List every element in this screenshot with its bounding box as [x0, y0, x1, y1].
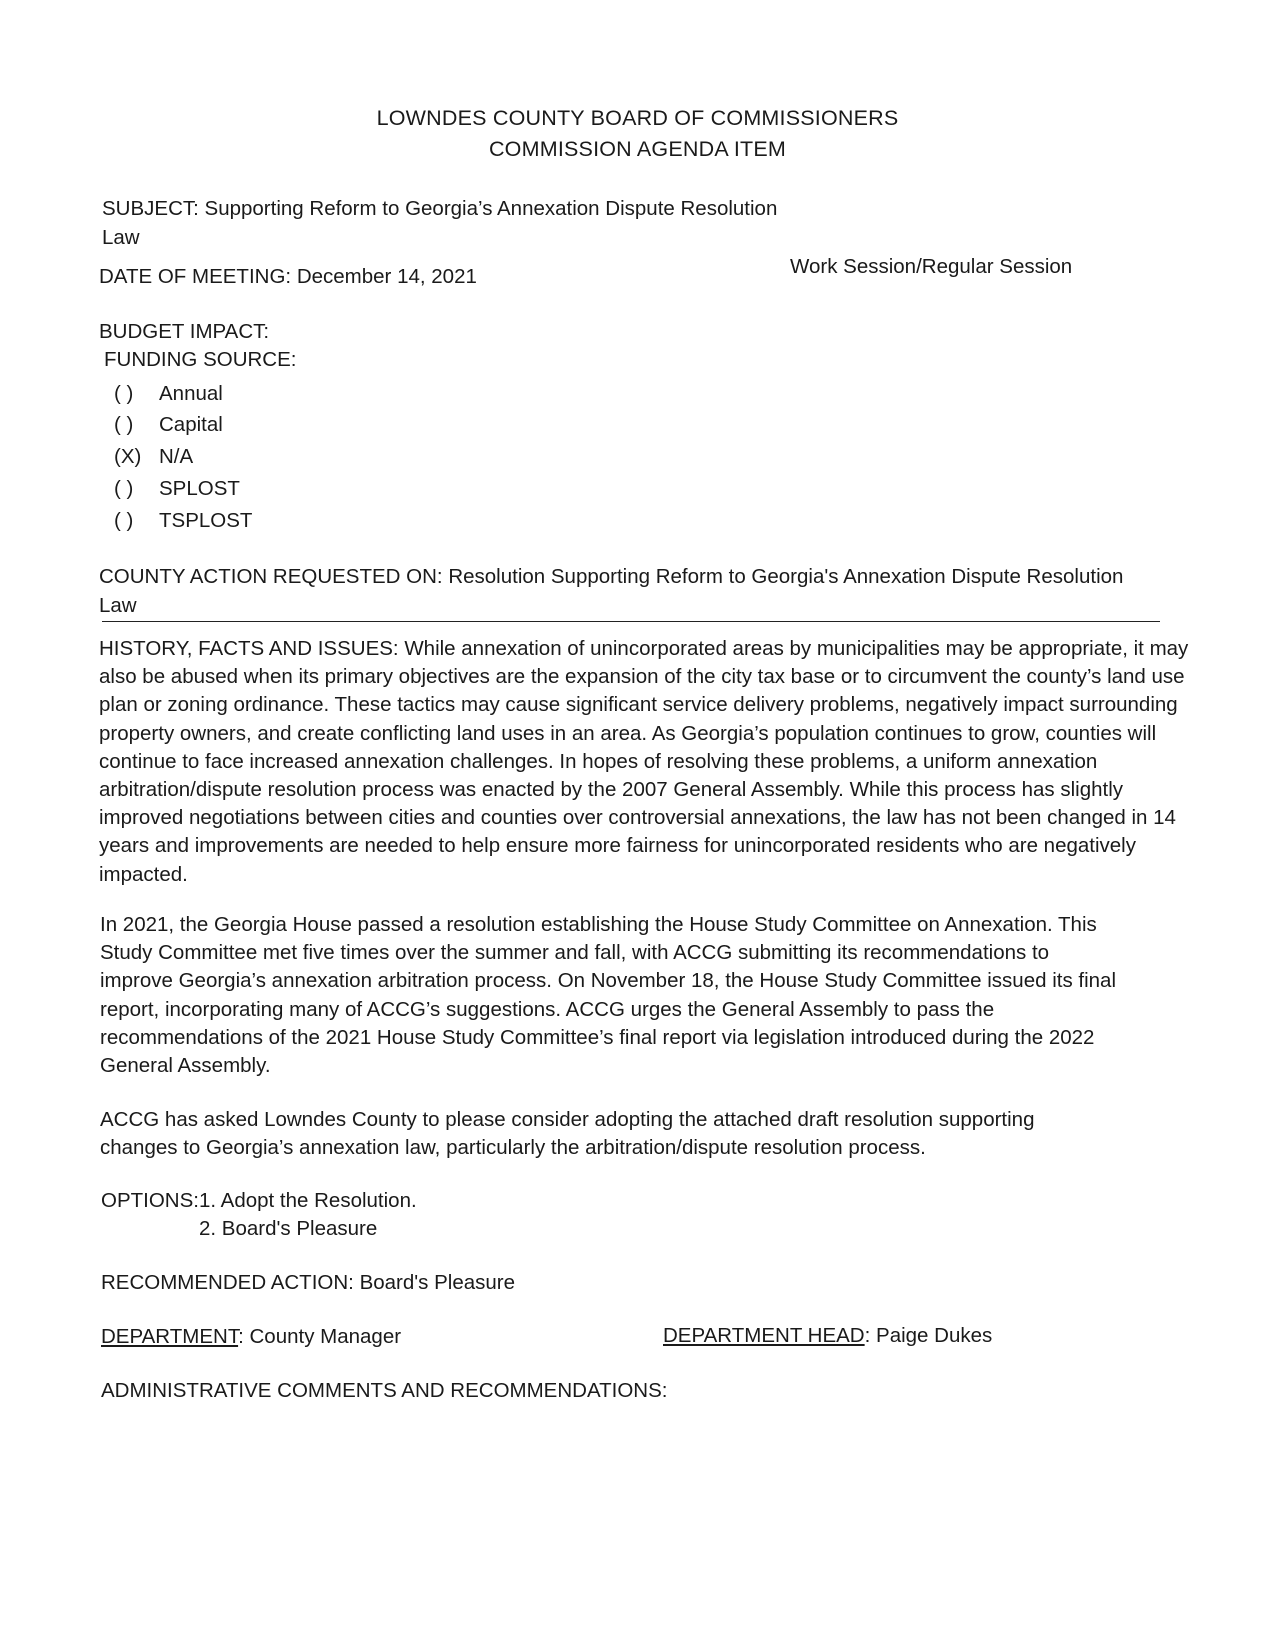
subject-value-continued: Law — [102, 225, 140, 249]
history-text: While annexation of unincorporated areas by municipalities may be appropriate, it may also be abused when its primary objectives are the expansion of the city tax base or to circumvent the county’s land use plan or zoning ordinance. These tactics may cause significant service delivery problems, negatively impact surrounding property owners, and create conflicting land uses in an area. As Georgia’s population continues to grow, counties will continue to face increased annexation challenges. In hopes of resolving these problems, a uniform annexation arbitration/dispute resolution process was enacted by the 2007 General Assembly. While this process has slightly improved negotiations between cities and counties over controversial annexations, the law has not been changed in 14 years and improvements are needed to help ensure more fairness for unincorporated residents who are negatively impacted. — [99, 637, 1189, 886]
funding-option-label: Annual — [159, 382, 223, 405]
history-paragraph-2: In 2021, the Georgia House passed a resolution establishing the House Study Committee on Annexation. This Study Committee met five times over the summer and fall, with ACCG submitting its recommendations to improve Georgia’s annexation arbitration process. On November 18, the House Study Committee issued its final report, incorporating many of ACCG’s suggestions. ACCG urges the General Assembly to pass the recommendations of the 2021 House Study Committee’s final report via legislation introduced during the 2022 General Assembly. — [100, 913, 1117, 1078]
option-item: 2. Board's Pleasure — [199, 1217, 378, 1240]
recommended-action-value: Board's Pleasure — [359, 1271, 516, 1294]
history-label: HISTORY, FACTS AND ISSUES: — [99, 637, 399, 660]
subject-label: SUBJECT: — [102, 197, 199, 220]
meeting-date-field — [99, 265, 477, 289]
recommended-action-field — [101, 1271, 515, 1295]
funding-option-splost — [114, 477, 240, 501]
department-head-label: DEPARTMENT HEAD — [663, 1324, 865, 1347]
funding-option-label: N/A — [159, 445, 194, 468]
checkbox-mark: ( ) — [114, 509, 134, 532]
action-requested-value-continued: Law — [99, 593, 137, 617]
funding-option-capital — [114, 413, 223, 437]
subject-value: Supporting Reform to Georgia’s Annexation Dispute Resolution — [204, 197, 778, 220]
action-requested-value: Resolution Supporting Reform to Georgia's Annexation Dispute Resolution — [448, 565, 1124, 588]
document-title: LOWNDES COUNTY BOARD OF COMMISSIONERS — [376, 106, 899, 130]
funding-option-label: TSPLOST — [159, 509, 253, 532]
action-requested-field — [99, 563, 1169, 620]
checkbox-mark: ( ) — [114, 477, 134, 500]
department-value: County Manager — [249, 1325, 402, 1348]
action-requested-label: COUNTY ACTION REQUESTED ON: — [99, 565, 443, 588]
funding-option-na — [114, 445, 193, 469]
history-paragraph-1 — [99, 635, 1189, 889]
funding-option-annual — [114, 382, 223, 406]
options-label: OPTIONS: — [101, 1189, 199, 1212]
department-head-value: Paige Dukes — [876, 1324, 993, 1347]
department-label: DEPARTMENT — [101, 1325, 239, 1348]
funding-option-tsplost — [114, 509, 252, 533]
department-head-field: DEPARTMENT HEAD: Paige Dukes — [663, 1324, 993, 1347]
document-subtitle: COMMISSION AGENDA ITEM — [488, 137, 787, 161]
meeting-date-value: December 14, 2021 — [296, 265, 477, 288]
checkbox-mark: (X) — [114, 445, 142, 468]
checkbox-mark: ( ) — [114, 382, 134, 405]
subject-field — [102, 195, 802, 252]
meeting-date-label: DATE OF MEETING: — [99, 265, 292, 288]
budget-impact-label: BUDGET IMPACT: — [99, 320, 270, 343]
funding-option-label: Capital — [159, 413, 223, 436]
administrative-comments-label: ADMINISTRATIVE COMMENTS AND RECOMMENDATIONS: — [101, 1379, 668, 1402]
checkbox-mark: ( ) — [114, 413, 134, 436]
section-divider — [102, 621, 1160, 622]
funding-option-label: SPLOST — [159, 477, 240, 500]
history-paragraph-3: ACCG has asked Lowndes County to please consider adopting the attached draft resolution supporting changes to Georgia’s annexation law, particularly the arbitration/dispute resolution process. — [100, 1108, 1035, 1160]
recommended-action-label: RECOMMENDED ACTION: — [101, 1271, 354, 1294]
department-field: DEPARTMENT: County Manager — [101, 1325, 402, 1348]
session-type: Work Session/Regular Session — [790, 255, 1073, 278]
option-item: 1. Adopt the Resolution. — [199, 1189, 417, 1212]
funding-source-label: FUNDING SOURCE: — [104, 348, 297, 371]
